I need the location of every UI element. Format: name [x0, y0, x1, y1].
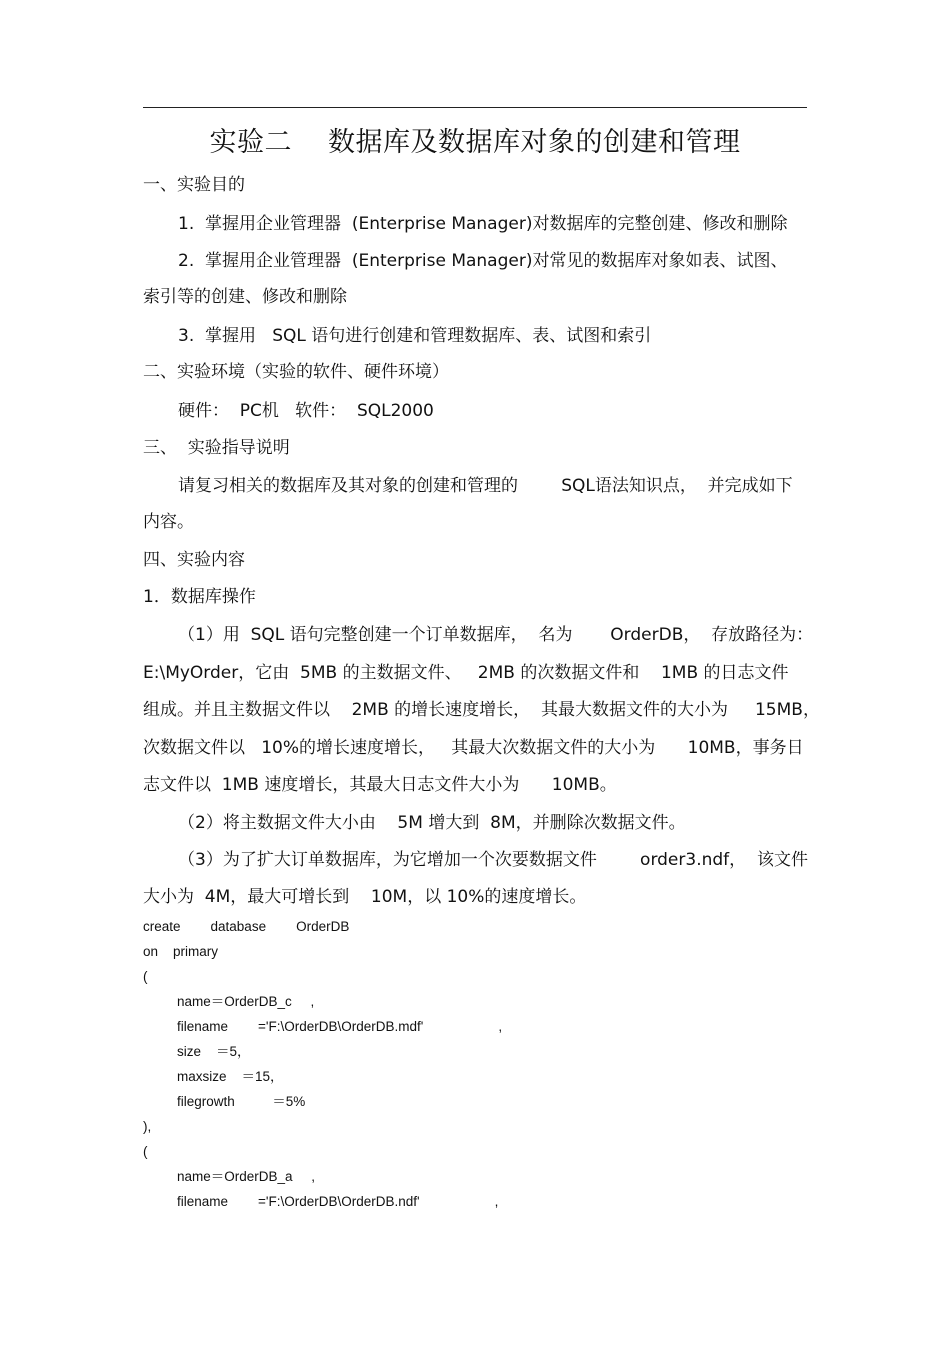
section-heading-1: 一、实验目的: [143, 175, 245, 195]
environment-line: 硬件： PC机 软件： SQL2000: [178, 401, 434, 421]
page-title: [0, 120, 950, 159]
section-heading-3: 三、 实验指导说明: [143, 438, 290, 458]
section-heading-4: 四、实验内容: [143, 550, 245, 570]
code-line: (: [143, 969, 148, 984]
code-line: (: [143, 1144, 148, 1159]
code-line: name＝OrderDB_c ,: [177, 994, 315, 1009]
paragraph-line: 组成。并且主数据文件以 2MB 的增长速度增长， 其最大数据文件的大小为 15MB，: [143, 700, 820, 720]
code-line: on primary: [143, 944, 219, 959]
paragraph-line: （3）为了扩大订单数据库，为它增加一个次要数据文件 order3.ndf， 该文件: [178, 850, 808, 870]
paragraph-line: 次数据文件以 10%的增长速度增长， 其最大次数据文件的大小为 10MB，事务日: [143, 738, 804, 758]
paragraph-line: （1）用 SQL 语句完整创建一个订单数据库， 名为 OrderDB， 存放路径为：: [178, 625, 814, 645]
list-item: 1. 掌握用企业管理器 (Enterprise Manager)对数据库的完整创建、修改和删除: [178, 214, 788, 234]
paragraph-line: 请复习相关的数据库及其对象的创建和管理的 SQL语法知识点， 并完成如下: [178, 476, 793, 496]
code-line: create database OrderDB: [143, 919, 350, 934]
code-line: filename ='F:\OrderDB\OrderDB.mdf' ,: [177, 1019, 503, 1034]
title-part1: 实验二: [209, 127, 292, 158]
paragraph-line: 志文件以 1MB 速度增长，其最大日志文件大小为 10MB。: [143, 775, 617, 795]
code-line: filegrowth ＝5%: [177, 1094, 306, 1109]
title-part2: 数据库及数据库对象的创建和管理: [328, 127, 741, 158]
paragraph-line: E:\MyOrder，它由 5MB 的主数据文件、 2MB 的次数据文件和 1MB 的日志文件: [143, 663, 789, 683]
header-rule: [143, 107, 807, 108]
section-heading-2: 二、实验环境（实验的软件、硬件环境）: [143, 362, 449, 382]
code-line: maxsize ＝15，: [177, 1069, 284, 1084]
paragraph-line: 内容。: [143, 512, 194, 532]
code-line: size ＝5，: [177, 1044, 251, 1059]
list-item-continuation: 索引等的创建、修改和删除: [143, 287, 347, 307]
paragraph-line: （2）将主数据文件大小由 5M 增大到 8M，并删除次数据文件。: [178, 813, 686, 833]
list-item: 2. 掌握用企业管理器 (Enterprise Manager)对常见的数据库对象如表、试图、: [178, 251, 788, 271]
list-item: 3. 掌握用 SQL 语句进行创建和管理数据库、表、试图和索引: [178, 326, 652, 346]
code-line: name＝OrderDB_a ,: [177, 1169, 316, 1184]
code-line: ),: [143, 1119, 152, 1134]
code-line: filename ='F:\OrderDB\OrderDB.ndf' ,: [177, 1194, 499, 1209]
subsection-heading: 1．数据库操作: [143, 587, 256, 607]
paragraph-line: 大小为 4M，最大可增长到 10M，以 10%的速度增长。: [143, 887, 587, 907]
